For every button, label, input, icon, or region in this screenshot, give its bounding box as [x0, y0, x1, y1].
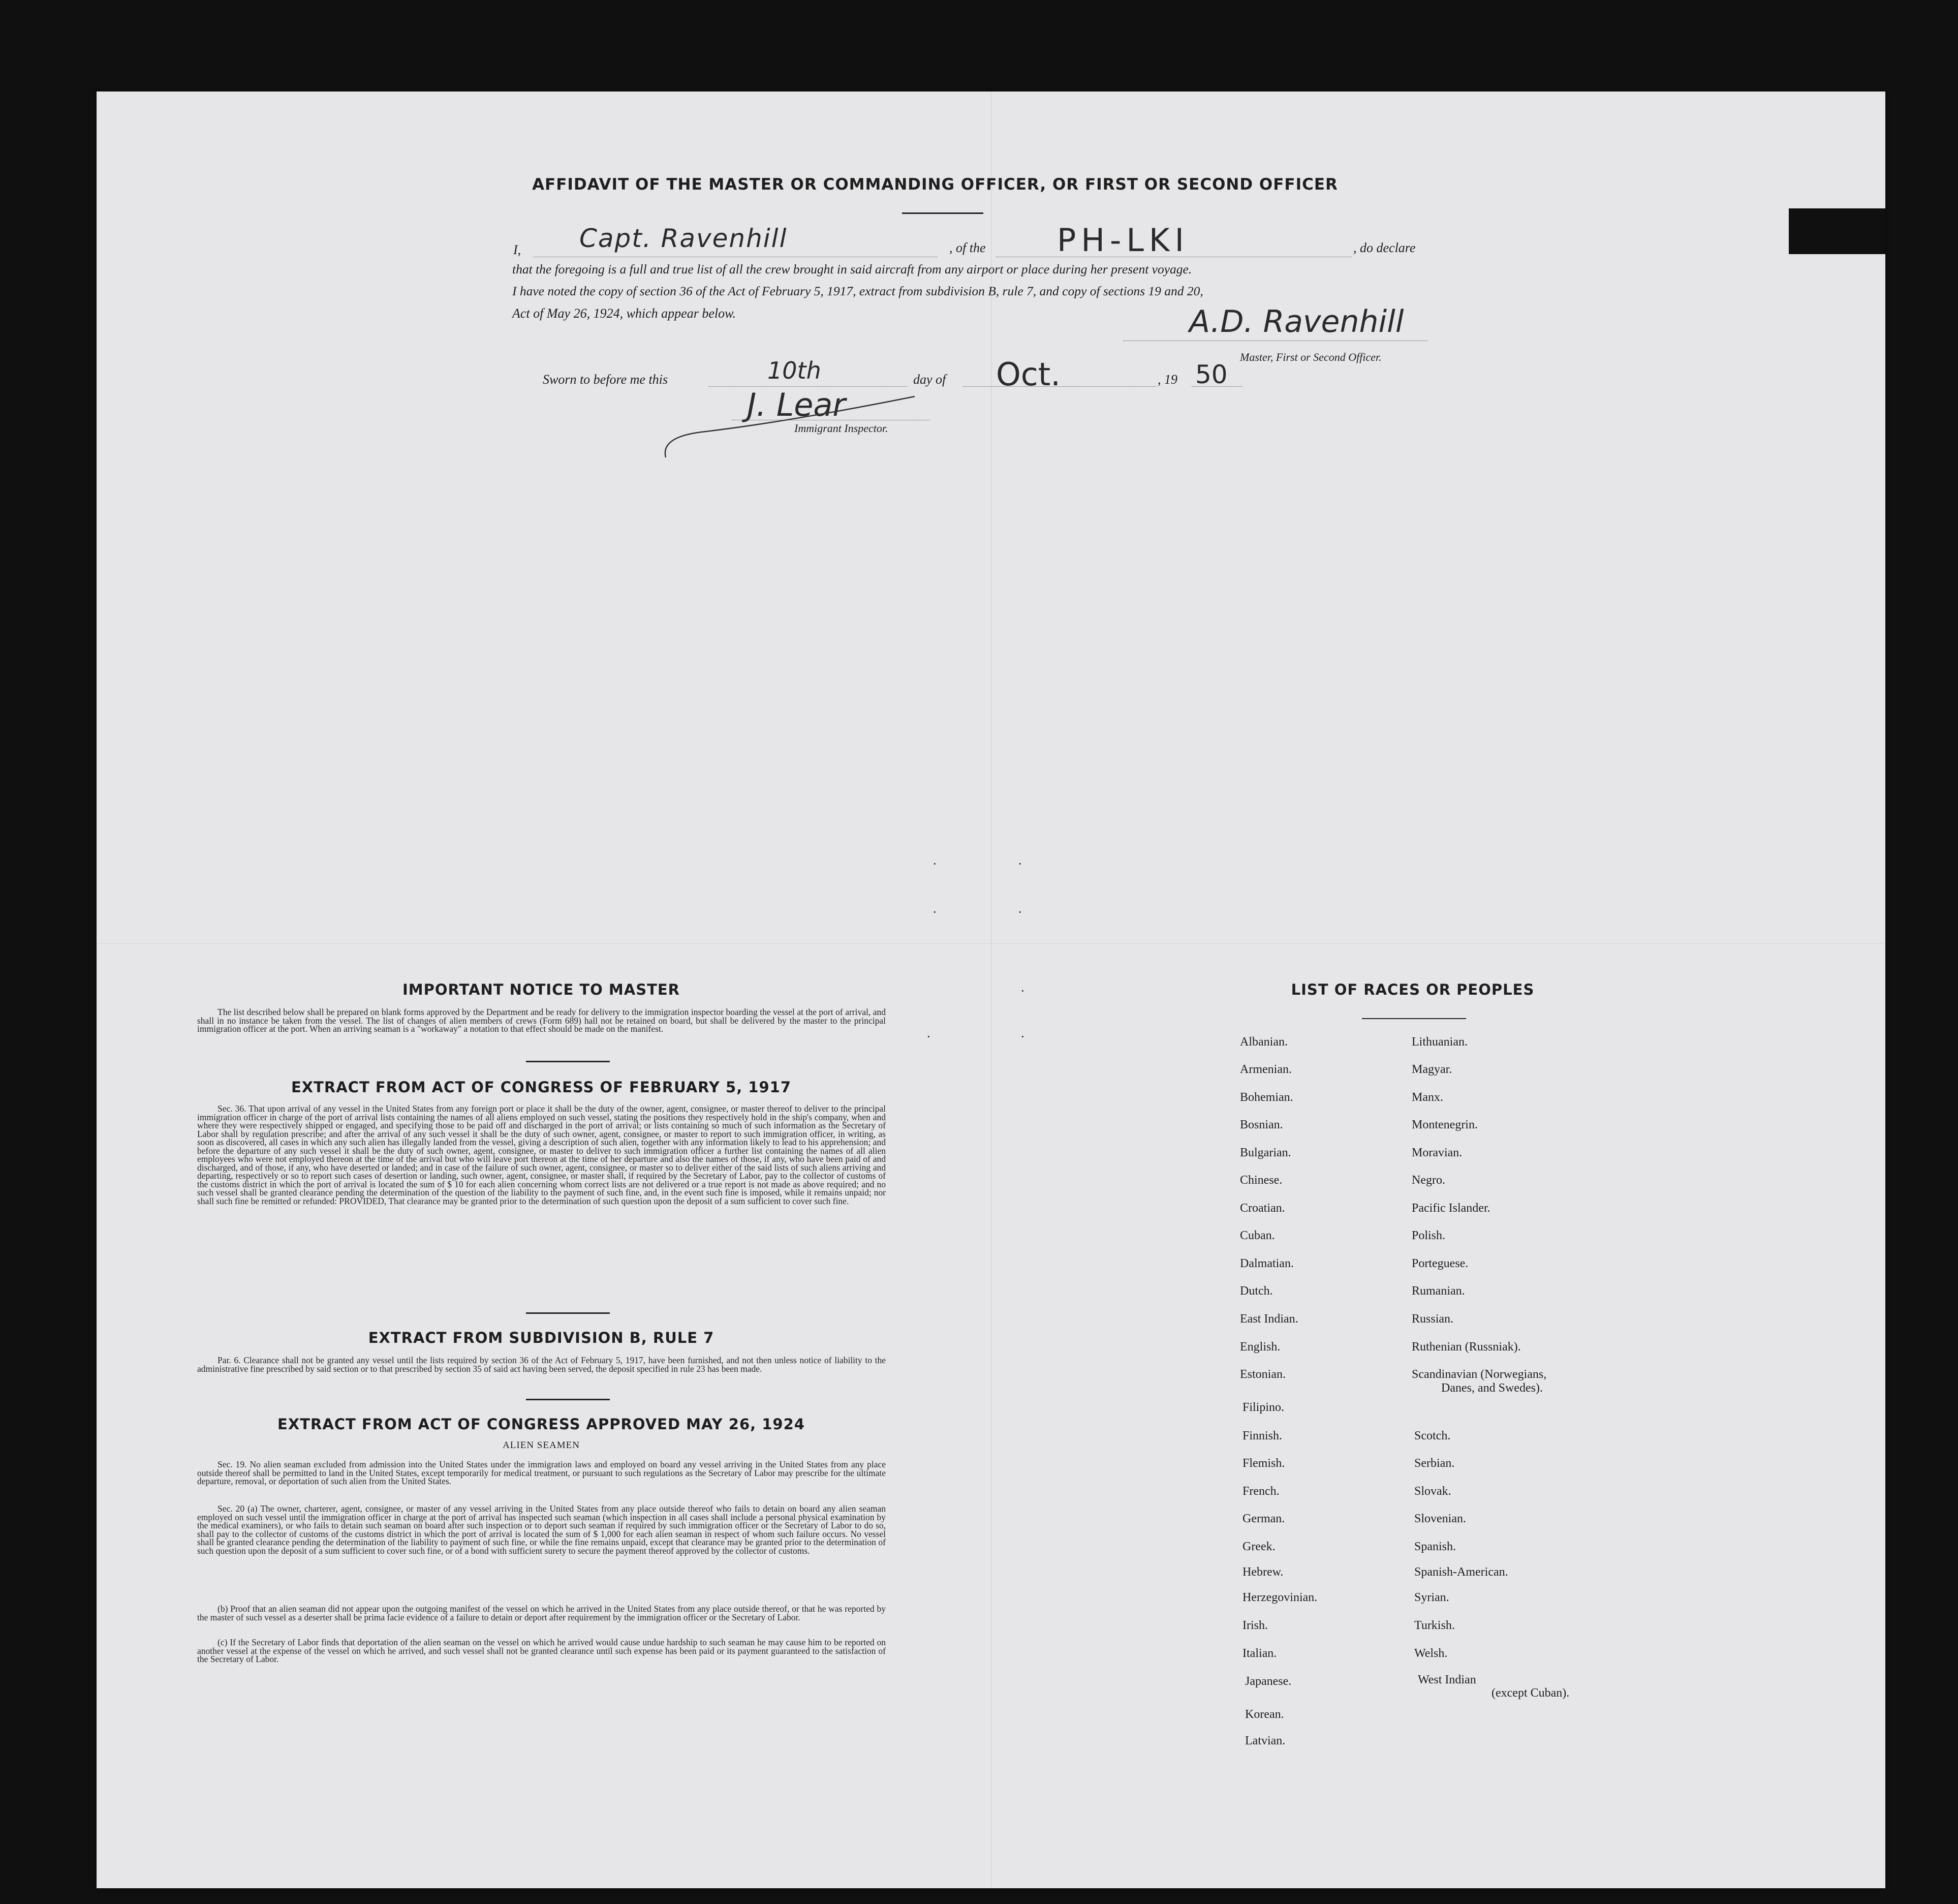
handwritten-master-signature: A.D. Ravenhill: [1189, 304, 1404, 340]
race-item: Slovenian.: [1414, 1512, 1466, 1525]
sec-20b-text: (b) Proof that an alien seaman did not appear upon the outgoing manifest of the vessel on which he arrived in the United States from any place outside thereof, or that he was reported by the master of such vessel as a deserter shall be prima facie evidence of a failure to detain or deport after requirement by the immigration officer or the Secretary of Labor.: [197, 1604, 886, 1622]
race-item: Syrian.: [1414, 1591, 1449, 1604]
race-item: Estonian.: [1240, 1368, 1286, 1381]
race-item: Danes, and Swedes).: [1441, 1381, 1543, 1395]
race-item: Pacific Islander.: [1412, 1202, 1490, 1215]
race-item: Spanish-American.: [1414, 1565, 1508, 1579]
race-item: Scandinavian (Norwegians,: [1412, 1368, 1547, 1381]
race-item: Bosnian.: [1240, 1118, 1283, 1131]
race-item: East Indian.: [1240, 1312, 1298, 1326]
extract-rule7-title: EXTRACT FROM SUBDIVISION B, RULE 7: [368, 1329, 714, 1346]
race-item: Korean.: [1245, 1708, 1284, 1721]
sec-20a-text: Sec. 20 (a) The owner, charterer, agent, consignee, or master of any vessel arriving in the United States from any place outside thereof who fails to detain on board any alien seaman employed on such vessel until the immigration officer in charge at the port of arrival has inspected such seaman (which inspection in all cases shall include a personal physical examination by the medical examiners), or who fails to detain such seaman on board after such inspection or to deport such seaman if required by such immigration officer or the Secretary of Labor to do so, shall pay to the collector of customs of the customs district in which the port of arrival is located the sum of $ 1,000 for each alien seaman in respect of whom such failure occurs. No vessel shall be granted clearance pending the determination of the liability to payment of such fine, or while the fine remains unpaid, except that clearance may be granted prior to the determination of such question upon the deposit of a sum sufficient to cover such fine, or of a bond with sufficient surety to secure the payment thereof approved by the collector of customs.: [197, 1503, 886, 1556]
race-item: Japanese.: [1245, 1675, 1292, 1688]
race-item: Scotch.: [1414, 1429, 1451, 1442]
race-item: West Indian: [1418, 1673, 1476, 1686]
race-item: Bohemian.: [1240, 1091, 1293, 1104]
race-item: Albanian.: [1240, 1035, 1288, 1049]
stray-dot: ·: [933, 905, 937, 919]
day-of-text: day of: [913, 372, 946, 387]
stray-dot: ·: [1018, 856, 1022, 871]
section-divider: [526, 1399, 610, 1400]
race-item: Irish.: [1242, 1619, 1268, 1632]
extract-1917-text: Sec. 36. That upon arrival of any vessel in the United States from any foreign port or place it shall be the duty of the owner, agent, consignee, or master thereof to deliver to the principal immigration officer in charge of the port of arrival lists containing the names of all aliens employed on such vessel, stating the positions they respectively hold in the ship's company, when and where they were respectively shipped or engaged, and specifying those to be paid off and discharged in the port of arrival; or lists containing so much of such information as the Secretary of Labor shall by regulation prescribe; and after the arrival of any such vessel it shall be the duty of such owner, agent, consignee, or master to report to such immigration officer, in writing, as soon as discovered, all cases in which any such alien has illegally landed from the vessel, giving a description of such alien, together with any information likely to lead to his apprehension; and before the departure of any such vessel it shall be the duty of such owner, agent, consignee, or master to deliver to such immigration officer a further list containing the names of all alien employees who were not employed thereon at the time of the arrival but who will leave port thereon at the time of her departure and also the names of those, if any, who have been paid of and discharged, and of those, if any, who have deserted or landed; and in case of the failure of such owner, agent, consignee, or master so to deliver either of the said lists of such aliens arriving and departing, respectively or so to report such cases of desertion or landing, such owner, agent, consignee, or master shall, if required by the Secretary of Labor, pay to the collector of customs of the customs district in which the port of arrival is located the sum of $ 10 for each alien concerning whom correct lists are not delivered or a true report is not made as above required; and no such vessel shall be granted clearance pending the determination of the question of the liability to the payment of such fine, and, in the event such fine is imposed, while it remains unpaid; nor shall such fine be remitted or refunded: PROVIDED, That clearance may be granted prior to the determination of such question upon the deposit of a sum sufficient to cover such fine.: [197, 1103, 886, 1206]
race-item: Porteguese.: [1412, 1257, 1469, 1270]
race-item: (except Cuban).: [1491, 1686, 1570, 1700]
fold-line-vertical: [991, 91, 992, 1888]
race-item: Filipino.: [1242, 1401, 1285, 1414]
affidavit-title: AFFIDAVIT OF THE MASTER OR COMMANDING OFFICER, OR FIRST OR SECOND OFFICER: [532, 175, 1338, 194]
race-item: Finnish.: [1242, 1429, 1283, 1442]
fold-line-horizontal: [97, 943, 1885, 944]
race-item: Rumanian.: [1412, 1284, 1465, 1298]
race-item: Greek.: [1242, 1540, 1276, 1553]
notice-title: IMPORTANT NOTICE TO MASTER: [402, 981, 680, 998]
affidavit-of-the: , of the: [949, 240, 986, 255]
extract-1924-subtitle: ALIEN SEAMEN: [503, 1440, 580, 1451]
inspector-label: Immigrant Inspector.: [794, 422, 888, 435]
race-item: Italian.: [1242, 1647, 1277, 1660]
affidavit-line-3: I have noted the copy of section 36 of the Act of February 5, 1917, extract from subdivision B, rule 7, and copy of sections 19 and 20,: [512, 284, 1203, 298]
race-item: Hebrew.: [1242, 1565, 1284, 1579]
race-item: Dutch.: [1240, 1284, 1273, 1298]
stray-dot: ·: [933, 856, 937, 871]
stray-dot: ·: [926, 1029, 931, 1044]
race-item: Polish.: [1412, 1229, 1446, 1242]
race-item: Manx.: [1412, 1091, 1443, 1104]
stray-dot: ·: [1020, 1029, 1025, 1044]
handwritten-inspector-signature: J. Lear: [747, 386, 846, 423]
race-item: Welsh.: [1414, 1647, 1448, 1660]
sec-19-text: Sec. 19. No alien seaman excluded from admission into the United States under the immigration laws and employed on board any vessel arriving in the United States from any place outside thereof shall be permitted to land in the United States, except temporarily for medical treatment, or pursuant to such regulations as the Secretary of Labor may prescribe for the ultimate departure, removal, or deportation of such alien from the United States.: [197, 1459, 886, 1486]
year-prefix: , 19: [1158, 372, 1177, 387]
races-divider: [1362, 1018, 1466, 1019]
race-item: Spanish.: [1414, 1540, 1456, 1553]
race-item: French.: [1242, 1485, 1280, 1498]
handwritten-month: Oct.: [996, 356, 1061, 393]
race-item: Armenian.: [1240, 1063, 1292, 1076]
race-item: Bulgarian.: [1240, 1146, 1291, 1159]
handwritten-aircraft: PH-LKI: [1057, 222, 1189, 259]
stray-dot: ·: [1020, 984, 1025, 998]
races-title: LIST OF RACES OR PEOPLES: [1291, 981, 1535, 998]
section-divider: [526, 1061, 610, 1062]
handwritten-master-name: Capt. Ravenhill: [579, 224, 788, 253]
title-divider: [902, 212, 983, 214]
affidavit-line-4: Act of May 26, 1924, which appear below.: [512, 306, 736, 321]
race-item: Chinese.: [1240, 1174, 1283, 1187]
race-item: German.: [1242, 1512, 1285, 1525]
race-item: Herzegovinian.: [1242, 1591, 1318, 1604]
affidavit-line-2: that the foregoing is a full and true list of all the crew brought in said aircraft from any airport or place during her present voyage.: [512, 262, 1192, 277]
affidavit-i: I,: [513, 242, 521, 257]
race-item: Slovak.: [1414, 1485, 1451, 1498]
sworn-text: Sworn to before me this: [543, 372, 668, 387]
handwritten-day: 10th: [767, 357, 821, 384]
race-item: Magyar.: [1412, 1063, 1452, 1076]
signature-label: Master, First or Second Officer.: [1240, 351, 1382, 363]
paper-tear: [1789, 208, 1885, 254]
race-item: Montenegrin.: [1412, 1118, 1478, 1131]
sec-20c-text: (c) If the Secretary of Labor finds that deportation of the alien seaman on the vessel on which he arrived would cause undue hardship to such seaman he may cause him to be reported on another vessel at the expense of the vessel on which he arrived, and such vessel shall not be granted clearance until such expense has been paid or its payment guaranteed to the satisfaction of the Secretary of Labor.: [197, 1637, 886, 1664]
race-item: Croatian.: [1240, 1202, 1285, 1215]
race-item: Negro.: [1412, 1174, 1445, 1187]
race-item: Russian.: [1412, 1312, 1454, 1326]
race-item: Flemish.: [1242, 1457, 1285, 1470]
race-item: Lithuanian.: [1412, 1035, 1468, 1049]
race-item: Cuban.: [1240, 1229, 1275, 1242]
stray-dot: ·: [1018, 905, 1022, 919]
race-item: Turkish.: [1414, 1619, 1455, 1632]
extract-1917-title: EXTRACT FROM ACT OF CONGRESS OF FEBRUARY 5, 1917: [291, 1079, 792, 1096]
race-item: Dalmatian.: [1240, 1257, 1294, 1270]
handwritten-year: 50: [1195, 360, 1228, 389]
notice-text: The list described below shall be prepared on blank forms approved by the Department and be ready for delivery to the immigration inspector boarding the vessel at the port of arrival, and shall in no instance be taken from the vessel. The list of changes of alien members of crews (Form 689) hall not be retained on board, but shall be delivered by the master to the principal immigration officer at the port. When an arriving seaman is a "workaway" a notation to that effect should be made on the manifest.: [197, 1007, 886, 1034]
extract-1924-title: EXTRACT FROM ACT OF CONGRESS APPROVED MAY 26, 1924: [277, 1416, 805, 1433]
affidavit-do-declare: , do declare: [1353, 240, 1416, 255]
extract-rule7-text: Par. 6. Clearance shall not be granted any vessel until the lists required by section 36 of the Act of February 5, 1917, have been furnished, and not then unless notice of liability to the administrative fine prescribed by said section or to that prescribed by section 35 of said act having been served, the deposit specified in rule 23 has been made.: [197, 1355, 886, 1374]
race-item: Moravian.: [1412, 1146, 1463, 1159]
race-item: Serbian.: [1414, 1457, 1455, 1470]
section-divider: [526, 1312, 610, 1314]
race-item: English.: [1240, 1340, 1281, 1354]
race-item: Ruthenian (Russniak).: [1412, 1340, 1521, 1354]
race-item: Latvian.: [1245, 1734, 1286, 1747]
